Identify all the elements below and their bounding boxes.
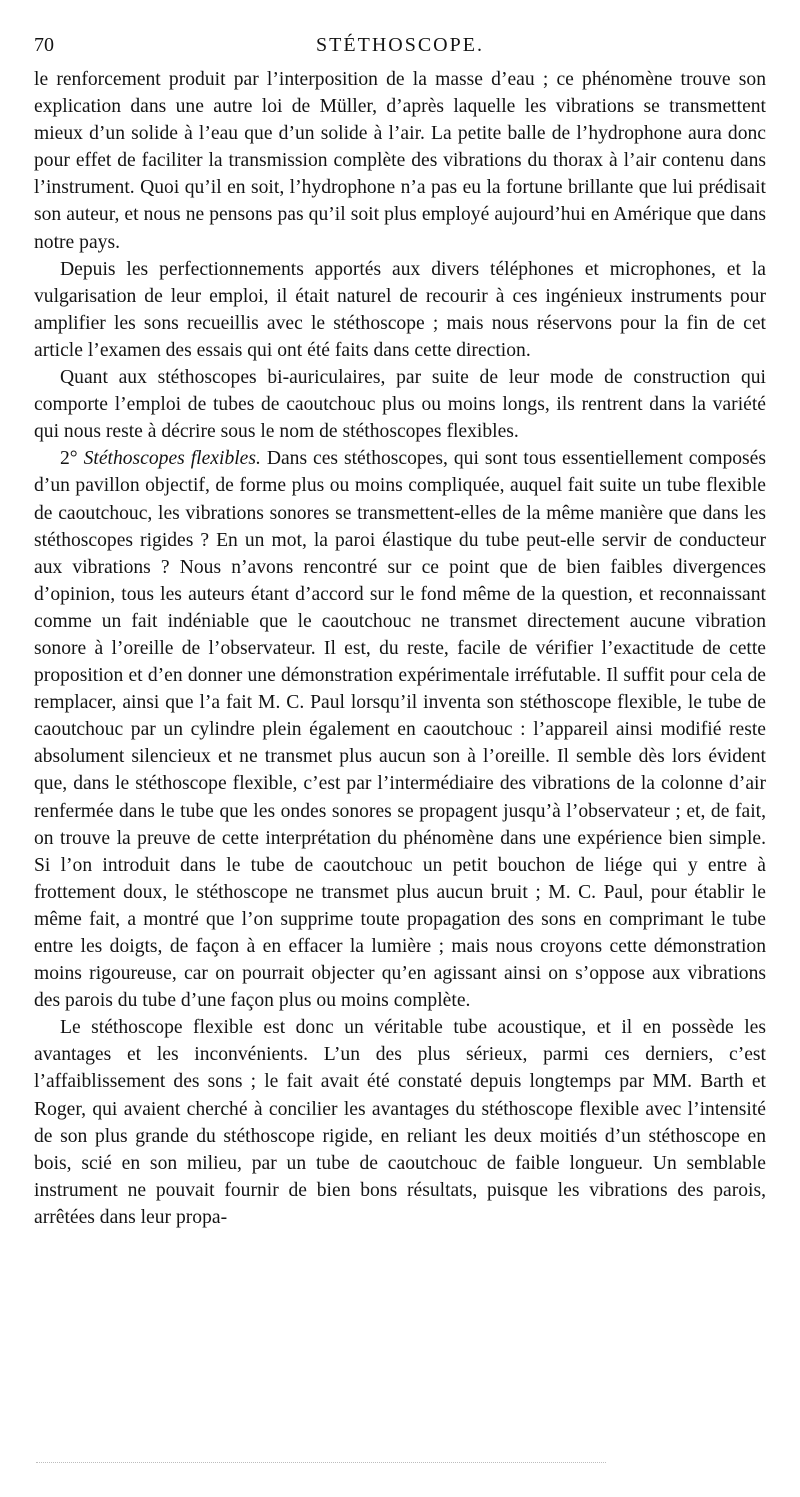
paragraph-flexible-stethoscopes bbox=[34, 445, 766, 1014]
section-body: Dans ces stéthoscopes, qui sont tous essentiellement composés d’un pavillon objectif, de forme plus ou moins compliquée, auquel fait suite un tube flexible de caoutchouc, les vibrations sonores se transmettent-elles de la même manière que dans les stéthoscopes rigides ? En un mot, la paroi élastique du tube peut-elle servir de conducteur aux vibrations ? Nous n’avons rencontré sur ce point que de bien faibles divergences d’opinion, tous les auteurs étant d’accord sur le fond même de la question, et reconnaissant comme un fait indéniable que le caoutchouc ne transmet directement aucune vibration sonore à l’oreille de l’observateur. Il est, du reste, facile de vérifier l’exactitude de cette proposition et d’en donner une démonstration expérimentale irréfutable. Il suffit pour cela de remplacer, ainsi que l’a fait M. C. Paul lorsqu’il inventa son stéthoscope flexible, le tube de caoutchouc par un cylindre plein également en caoutchouc : l’appareil ainsi modifié reste absolument silencieux et ne transmet plus aucun son à l’oreille. Il semble dès lors évident que, dans le stéthoscope flexible, c’est par l’intermédiaire des vibrations de la colonne d’air renfermée dans le tube que les ondes sonores se propagent jusqu’à l’observateur ; et, de fait, on trouve la preuve de cette interprétation du phénomène dans une expérience bien simple. Si l’on introduit dans le tube de caoutchouc un petit bouchon de liége qui y entre à frottement doux, le stéthoscope ne transmet plus aucun bruit ; M. C. Paul, pour établir le même fait, a montré que l’on supprime toute propagation des sons en comprimant le tube entre les doigts, de façon à en effacer la lumière ; mais nous croyons cette démonstration moins rigoureuse, car on pourrait objecter qu’en agissant ainsi on s’oppose aux vibrations des parois du tube d’une façon plus ou moins complète. bbox=[34, 448, 766, 1012]
paragraph-hydrophone: le renforcement produit par l’interposition de la masse d’eau ; ce phénomène trouve son explication dans une autre loi de Müller, d’après laquelle les vibrations se transmettent mieux d’un solide à l’eau que d’un solide à l’air. La petite balle de l’hydrophone aura donc pour effet de faciliter la transmission complète des vibrations du thorax à l’air contenu dans l’instrument. Quoi qu’il en soit, l’hydrophone n’a pas eu la fortune brillante que lui prédisait son auteur, et nous ne pensons pas qu’il soit plus employé aujourd’hui en Amérique que dans notre pays. bbox=[34, 69, 766, 253]
body-text bbox=[34, 66, 766, 1231]
book-page bbox=[34, 30, 766, 1231]
running-title: STÉTHOSCOPE. bbox=[316, 34, 484, 56]
section-title: Stéthoscopes flexibles. bbox=[83, 448, 261, 470]
page-header bbox=[34, 30, 766, 66]
footer-rule bbox=[36, 1462, 606, 1463]
paragraph-telephones: Depuis les perfectionnements apportés aux divers téléphones et microphones, et la vulgarisation de leur emploi, il était naturel de recourir à ces ingénieux instruments pour amplifier les sons recueillis avec le stéthoscope ; mais nous réservons pour la fin de cet article l’examen des essais qui ont été faits dans cette direction. bbox=[34, 258, 766, 361]
paragraph-bi-auricular: Quant aux stéthoscopes bi-auriculaires, par suite de leur mode de construction qui comporte l’emploi de tubes de caoutchouc plus ou moins longs, ils rentrent dans la variété qui nous reste à décrire sous le nom de stéthoscopes flexibles. bbox=[34, 367, 766, 443]
section-number: 2° bbox=[60, 448, 78, 470]
paragraph-acoustic-tube: Le stéthoscope flexible est donc un véritable tube acoustique, et il en possède les avantages et les inconvénients. L’un des plus sérieux, parmi ces derniers, c’est l’affaiblissement des sons ; le fait avait été constaté depuis longtemps par MM. Barth et Roger, qui avaient cherché à concilier les avantages du stéthoscope flexible avec l’intensité de son plus grande du stéthoscope rigide, en reliant les deux moitiés d’un stéthoscope en bois, scié en son milieu, par un tube de caoutchouc de faible longueur. Un semblable instrument ne pouvait fournir de bien bons résultats, puisque les vibrations des parois, arrêtées dans leur propa- bbox=[34, 1017, 766, 1228]
page-number: 70 bbox=[34, 34, 54, 56]
